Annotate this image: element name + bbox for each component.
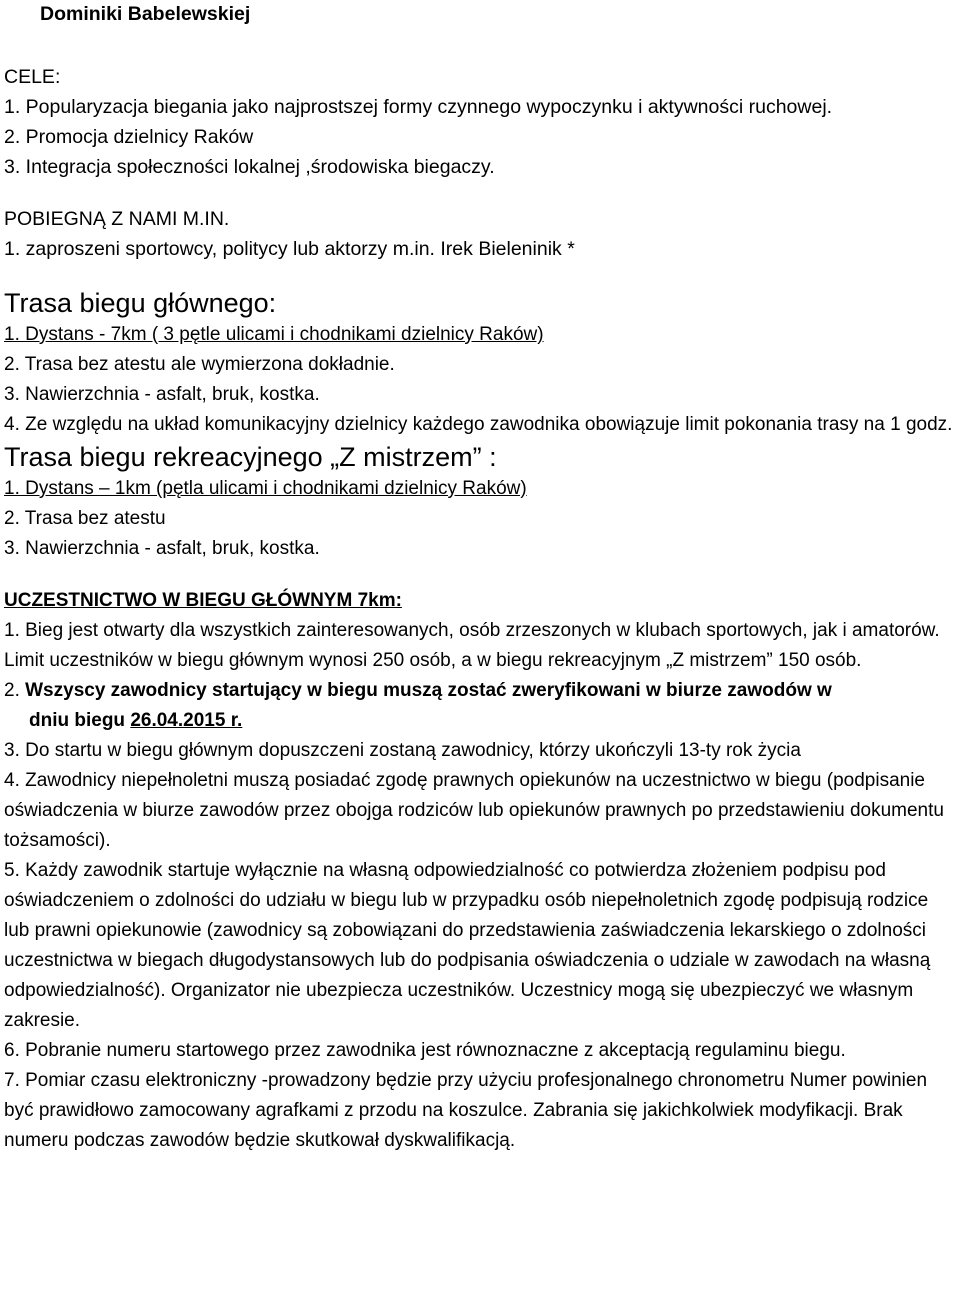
participation-item-5: 5. Każdy zawodnik startuje wyłącznie na własną odpowiedzialność co potwierdza złożeniem podpisu pod oświadczeniem o zdolności do udziału w biegu lub w przypadku osób niepełnoletnich zgodę podpisują rodzice lub prawni opiekunowie (zawodnicy są zobowiązani do przedstawienia zaświadczenia lekarskiego o zdolności uczestnictwa w biegach długodystansowych lub do podpisania oświadczenia o udziale w zawodach na własną odpowiedzialność). Organizator nie ubezpiecza uczestników. Uczestnicy mogą się ubezpieczyć we własnym zakresie. (4, 860, 931, 1031)
participation-item-2-number: 2. (4, 680, 26, 701)
spacer (4, 564, 958, 586)
guests-heading: POBIEGNĄ Z NAMI M.IN. (4, 208, 230, 230)
participation-item-1: 1. Bieg jest otwarty dla wszystkich zainteresowanych, osób zrzeszonych w klubach sportowych, jak i amatorów. Limit uczestników w biegu głównym wynosi 250 osób, a w biegu rekreacyjnym „Z mistrzem” 150 osób. (4, 620, 940, 671)
author-line: Dominiki Babelewskiej (40, 3, 251, 25)
rec-route-section (4, 440, 958, 564)
guests-section (4, 204, 958, 264)
participation-item-6: 6. Pobranie numeru startowego przez zawodnika jest równoznaczne z akceptacją regulaminu biegu. (4, 1040, 846, 1061)
rec-route-title: Trasa biegu rekreacyjnego „Z mistrzem” : (4, 442, 497, 472)
participation-item-2-text: Wszyscy zawodnicy startujący w biegu muszą zostać zweryfikowani w biurze zawodów w (25, 680, 832, 701)
goal-item-3: 3. Integracja społeczności lokalnej ,środowiska biegaczy. (4, 156, 495, 178)
participation-item-4: 4. Zawodnicy niepełnoletni muszą posiadać zgodę prawnych opiekunów na uczestnictwo w biegu (podpisanie oświadczenia w biurze zawodów przez obojga rodziców lub opiekunów prawnych po przedstawieniu dokumentu tożsamości). (4, 770, 944, 851)
race-date: 26.04.2015 r. (130, 710, 243, 731)
goal-item-2: 2. Promocja dzielnicy Raków (4, 126, 254, 148)
goal-item-1: 1. Popularyzacja biegania jako najprostszej formy czynnego wypoczynku i aktywności ruchowej. (4, 96, 833, 118)
main-route-item-4: 4. Ze względu na układ komunikacyjny dzielnicy każdego zawodnika obowiązuje limit pokonania trasy na 1 godz. (4, 414, 953, 435)
document-page (4, 0, 958, 1156)
rec-route-item-1: 1. Dystans – 1km (pętla ulicami i chodnikami dzielnicy Raków) (4, 478, 527, 499)
participation-item-2-line-2 (4, 706, 958, 736)
participation-item-2 (4, 676, 958, 706)
participation-item-3: 3. Do startu w biegu głównym dopuszczeni zostaną zawodnicy, którzy ukończyli 13-ty rok życia (4, 740, 801, 761)
participation-title: UCZESTNICTWO W BIEGU GŁÓWNYM 7km: (4, 590, 402, 611)
rec-route-item-3: 3. Nawierzchnia - asfalt, bruk, kostka. (4, 538, 320, 559)
participation-item-7: 7. Pomiar czasu elektroniczny -prowadzony będzie przy użyciu profesjonalnego chronometru Numer powinien być prawidłowo zamocowany agrafkami z przodu na koszulce. Zabrania się jakichkolwiek modyfikacji. Brak numeru podczas zawodów będzie skutkował dyskwalifikacją. (4, 1070, 928, 1151)
rec-route-item-2: 2. Trasa bez atestu (4, 508, 166, 529)
main-route-title: Trasa biegu głównego: (4, 288, 277, 318)
main-route-item-3: 3. Nawierzchnia - asfalt, bruk, kostka. (4, 384, 320, 405)
main-route-item-2: 2. Trasa bez atestu ale wymierzona dokładnie. (4, 354, 395, 375)
main-route-section (4, 286, 958, 440)
participation-item-2-prefix: dniu biegu (29, 710, 131, 731)
goals-section (4, 62, 958, 182)
participation-section (4, 586, 958, 1156)
main-route-item-1: 1. Dystans - 7km ( 3 pętle ulicami i chodnikami dzielnicy Raków) (4, 324, 544, 345)
guests-item: 1. zaproszeni sportowcy, politycy lub aktorzy m.in. Irek Bieleninik * (4, 238, 575, 260)
goals-label: CELE: (4, 66, 61, 88)
